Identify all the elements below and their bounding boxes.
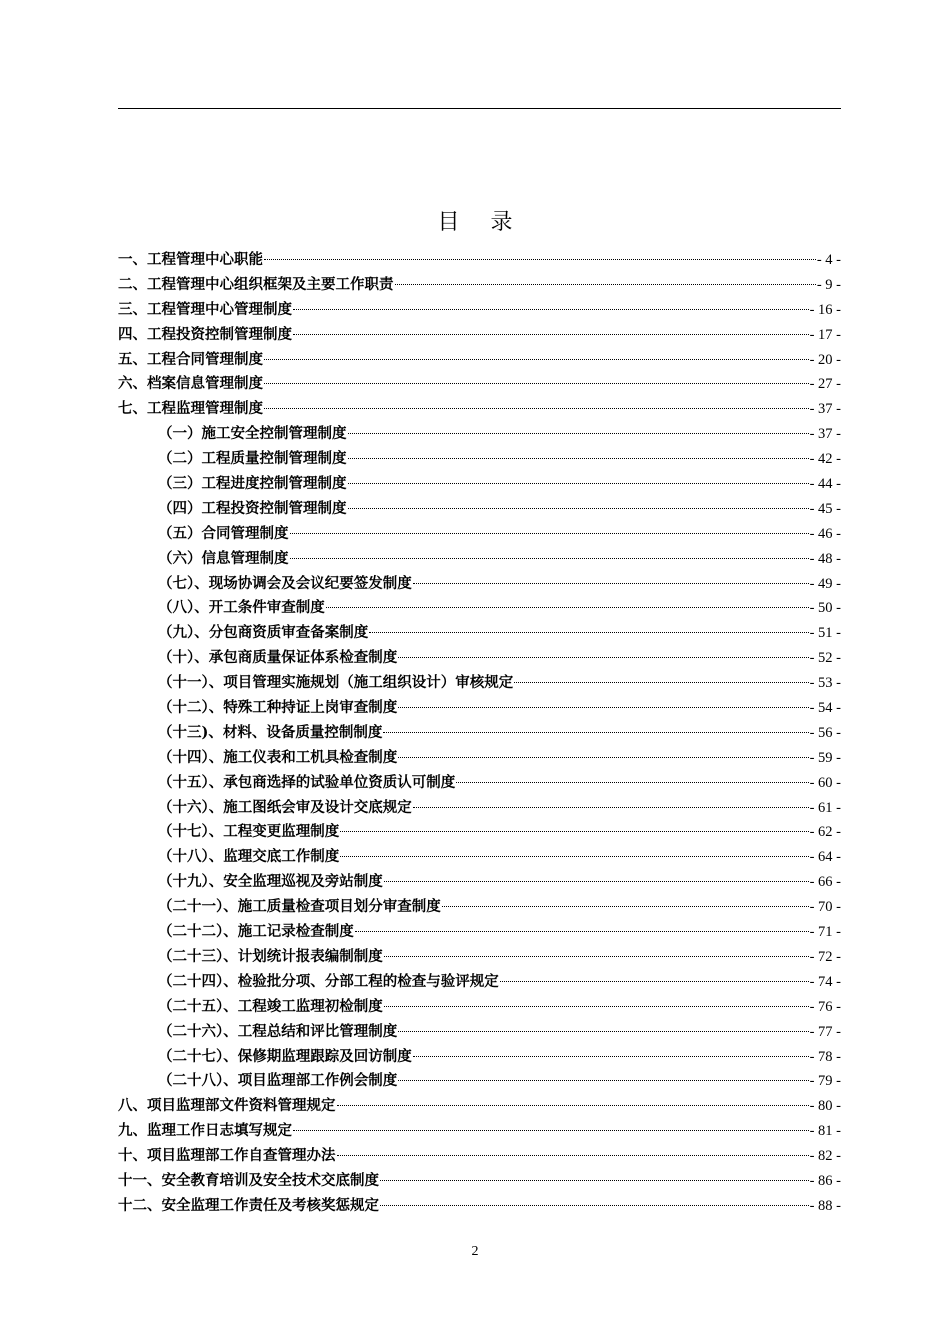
toc-entry-title: （五）合同管理制度 [158, 524, 289, 542]
toc-entry[interactable] [118, 1144, 841, 1169]
toc-entry-title: 九、监理工作日志填写规定 [118, 1122, 292, 1140]
toc-entry-page: - 71 - [809, 924, 841, 941]
toc-dot-leader [348, 454, 809, 459]
toc-entry-title: （三）工程进度控制管理制度 [158, 475, 347, 493]
toc-entry[interactable] [118, 696, 841, 721]
toc-entry-page: - 49 - [809, 575, 841, 592]
toc-dot-leader [398, 753, 808, 758]
toc-entry-title: 十一、安全教育培训及安全技术交底制度 [118, 1171, 379, 1189]
toc-entry-page: - 44 - [809, 476, 841, 493]
toc-entry-page: - 70 - [809, 899, 841, 916]
toc-entry[interactable] [118, 422, 841, 447]
toc-entry-page: - 20 - [809, 351, 841, 368]
toc-dot-leader [500, 977, 809, 982]
toc-entry-page: - 9 - [816, 276, 841, 293]
toc-entry-title: 四、工程投资控制管理制度 [118, 325, 292, 343]
toc-dot-leader [369, 628, 808, 633]
toc-dot-leader [326, 603, 809, 608]
toc-entry-page: - 78 - [809, 1048, 841, 1065]
toc-entry-title: （二十二）、施工记录检查制度 [158, 923, 354, 941]
toc-dot-leader [337, 1101, 809, 1106]
toc-entry[interactable] [118, 796, 841, 821]
toc-dot-leader [264, 355, 809, 360]
toc-dot-leader [413, 579, 809, 584]
toc-dot-leader [293, 330, 809, 335]
toc-entry-page: - 88 - [809, 1197, 841, 1214]
toc-entry-title: （九）、分包商资质审查备案制度 [158, 624, 369, 642]
toc-entry[interactable] [118, 646, 841, 671]
toc-entry-page: - 61 - [809, 799, 841, 816]
toc-entry[interactable] [118, 1094, 841, 1119]
toc-entry-title: （十五）、承包商选择的试验单位资质认可制度 [158, 773, 456, 791]
toc-entry[interactable] [118, 771, 841, 796]
toc-entry[interactable] [118, 995, 841, 1020]
toc-entry-page: - 50 - [809, 600, 841, 617]
toc-dot-leader [413, 1052, 809, 1057]
table-of-contents [118, 248, 841, 1219]
toc-dot-leader [348, 479, 809, 484]
toc-entry-page: - 46 - [809, 525, 841, 542]
toc-entry-page: - 17 - [809, 326, 841, 343]
toc-entry-title: （七）、现场协调会及会议纪要签发制度 [158, 574, 412, 592]
toc-entry-title: （十一）、项目管理实施规划（施工组织设计）审核规定 [158, 674, 514, 692]
toc-dot-leader [290, 554, 809, 559]
toc-dot-leader [348, 429, 809, 434]
toc-entry[interactable] [118, 397, 841, 422]
toc-entry-page: - 81 - [809, 1123, 841, 1140]
toc-entry-title: 十、项目监理部工作自查管理办法 [118, 1147, 336, 1165]
toc-entry[interactable] [118, 273, 841, 298]
toc-dot-leader [264, 255, 816, 260]
toc-entry-title: （二十五）、工程竣工监理初检制度 [158, 997, 383, 1015]
page-title: 目 录 [437, 210, 525, 235]
toc-dot-leader [355, 927, 809, 932]
toc-entry-page: - 4 - [816, 252, 841, 268]
toc-dot-leader [293, 305, 809, 310]
toc-entry-title: （二十八）、项目监理部工作例会制度 [158, 1072, 398, 1090]
toc-entry[interactable] [118, 970, 841, 995]
toc-entry-title: （二十三）、计划统计报表编制制度 [158, 947, 383, 965]
toc-entry-page: - 64 - [809, 849, 841, 866]
toc-entry-page: - 72 - [809, 948, 841, 965]
toc-dot-leader [413, 803, 809, 808]
toc-entry[interactable] [118, 845, 841, 870]
toc-entry-page: - 16 - [809, 301, 841, 318]
toc-entry-title: 五、工程合同管理制度 [118, 350, 263, 368]
toc-entry-page: - 53 - [809, 675, 841, 692]
toc-entry-page: - 77 - [809, 1023, 841, 1040]
toc-entry-title: （十八）、监理交底工作制度 [158, 848, 340, 866]
toc-entry[interactable] [118, 820, 841, 845]
toc-dot-leader [384, 1002, 809, 1007]
toc-entry-title: 一、工程管理中心职能 [118, 251, 263, 268]
toc-entry[interactable] [118, 596, 841, 621]
toc-entry[interactable] [118, 522, 841, 547]
toc-dot-leader [348, 504, 809, 509]
toc-entry-title: 七、工程监理管理制度 [118, 400, 263, 418]
toc-entry-page: - 37 - [809, 401, 841, 418]
toc-entry-title: 八、项目监理部文件资料管理规定 [118, 1097, 336, 1115]
toc-dot-leader [398, 703, 808, 708]
toc-entry[interactable] [118, 1119, 841, 1144]
toc-dot-leader [264, 404, 809, 409]
toc-entry-title: （八）、开工条件审查制度 [158, 599, 325, 617]
toc-entry-page: - 82 - [809, 1148, 841, 1165]
toc-dot-leader [384, 877, 809, 882]
toc-entry[interactable] [118, 447, 841, 472]
toc-entry-title: 三、工程管理中心管理制度 [118, 300, 292, 318]
toc-entry[interactable] [118, 1169, 841, 1194]
toc-entry-title: （二十七）、保修期监理跟踪及回访制度 [158, 1047, 412, 1065]
toc-entry[interactable] [118, 547, 841, 572]
toc-entry-title: （十六）、施工图纸会审及设计交底规定 [158, 798, 412, 816]
toc-entry-page: - 37 - [809, 426, 841, 443]
toc-dot-leader [514, 678, 808, 683]
toc-entry-title: （一）施工安全控制管理制度 [158, 425, 347, 443]
toc-entry-page: - 79 - [809, 1073, 841, 1090]
toc-entry[interactable] [118, 497, 841, 522]
toc-dot-leader [398, 653, 808, 658]
toc-entry-title: （十二）、特殊工种持证上岗审查制度 [158, 699, 398, 717]
toc-entry[interactable] [118, 1020, 841, 1045]
toc-dot-leader [383, 728, 808, 733]
toc-entry-title: （四）工程投资控制管理制度 [158, 499, 347, 517]
toc-entry-page: - 80 - [809, 1098, 841, 1115]
toc-entry[interactable] [118, 920, 841, 945]
toc-entry-page: - 76 - [809, 998, 841, 1015]
toc-entry-title: （二十一）、施工质量检查项目划分审查制度 [158, 898, 441, 916]
page-number: 2 [471, 1244, 479, 1259]
toc-entry[interactable] [118, 671, 841, 696]
toc-entry[interactable] [118, 1045, 841, 1070]
toc-entry-title: 六、档案信息管理制度 [118, 375, 263, 393]
toc-entry[interactable] [118, 1069, 841, 1094]
toc-entry[interactable] [118, 870, 841, 895]
toc-entry[interactable] [118, 348, 841, 373]
toc-entry-title: （十九）、安全监理巡视及旁站制度 [158, 873, 383, 891]
toc-entry-page: - 51 - [809, 625, 841, 642]
toc-entry-page: - 60 - [809, 774, 841, 791]
toc-dot-leader [380, 1201, 809, 1206]
toc-entry[interactable] [118, 895, 841, 920]
toc-dot-leader [340, 827, 808, 832]
toc-entry-page: - 59 - [809, 749, 841, 766]
toc-entry[interactable] [118, 945, 841, 970]
toc-entry-page: - 54 - [809, 700, 841, 717]
toc-dot-leader [398, 1027, 808, 1032]
toc-entry[interactable] [118, 721, 841, 746]
toc-entry[interactable] [118, 472, 841, 497]
toc-entry[interactable] [118, 298, 841, 323]
toc-dot-leader [264, 379, 809, 384]
toc-entry[interactable] [118, 621, 841, 646]
toc-entry-page: - 42 - [809, 451, 841, 468]
toc-entry-title: （六）信息管理制度 [158, 549, 289, 567]
toc-entry[interactable] [118, 572, 841, 597]
toc-entry-title: （二）工程质量控制管理制度 [158, 450, 347, 468]
toc-entry-title: （十三)、材料、设备质量控制制度 [158, 723, 383, 741]
toc-entry-page: - 45 - [809, 500, 841, 517]
toc-entry[interactable] [118, 746, 841, 771]
toc-entry-title: （二十六）、工程总结和评比管理制度 [158, 1022, 398, 1040]
toc-entry-page: - 86 - [809, 1172, 841, 1189]
toc-dot-leader [384, 952, 809, 957]
toc-entry-title: 二、工程管理中心组织框架及主要工作职责 [118, 275, 394, 293]
toc-entry[interactable] [118, 1194, 841, 1219]
toc-dot-leader [442, 902, 809, 907]
toc-dot-leader [337, 1151, 809, 1156]
toc-entry-page: - 52 - [809, 650, 841, 667]
toc-entry-page: - 62 - [809, 824, 841, 841]
toc-dot-leader [398, 1076, 808, 1081]
toc-entry-title: （十四）、施工仪表和工机具检查制度 [158, 748, 398, 766]
toc-entry-page: - 48 - [809, 550, 841, 567]
toc-entry-title: （十七）、工程变更监理制度 [158, 823, 340, 841]
header-rule [118, 108, 841, 109]
toc-dot-leader [293, 1126, 809, 1131]
toc-entry[interactable] [118, 248, 841, 273]
toc-dot-leader [456, 778, 808, 783]
toc-entry-title: （二十四）、检验批分项、分部工程的检查与验评规定 [158, 972, 499, 990]
toc-dot-leader [340, 852, 808, 857]
toc-entry[interactable] [118, 372, 841, 397]
toc-entry-page: - 74 - [809, 973, 841, 990]
toc-dot-leader [290, 529, 809, 534]
toc-entry-title: 十二、安全监理工作责任及考核奖惩规定 [118, 1196, 379, 1214]
toc-entry-page: - 66 - [809, 874, 841, 891]
toc-entry-page: - 27 - [809, 376, 841, 393]
toc-entry-title: （十）、承包商质量保证体系检查制度 [158, 649, 398, 667]
toc-dot-leader [395, 280, 816, 285]
toc-entry-page: - 56 - [809, 724, 841, 741]
toc-dot-leader [380, 1176, 809, 1181]
toc-entry[interactable] [118, 323, 841, 348]
